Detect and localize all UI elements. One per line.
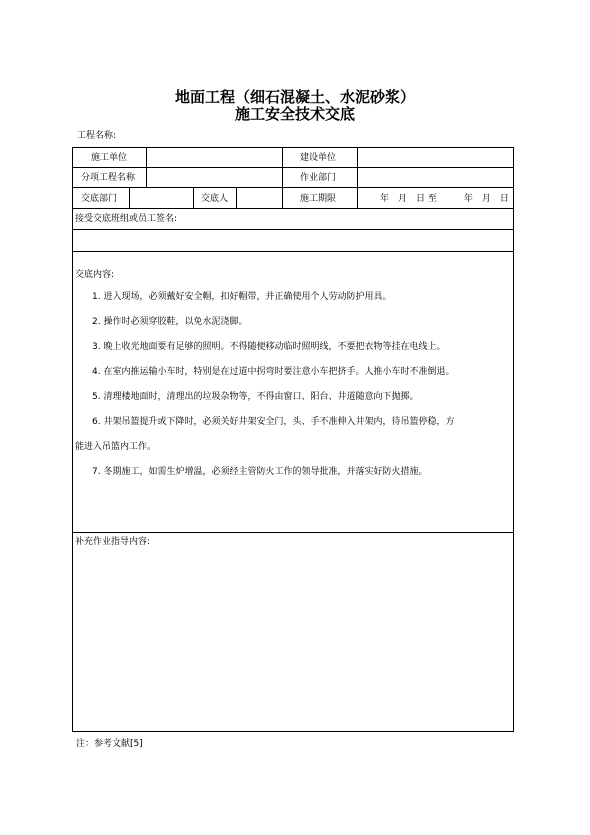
content-item-continuation: 能进入吊篮内工作。	[75, 442, 157, 452]
document-subtitle: 施工安全技术交底	[234, 105, 355, 123]
content-item: 7. 冬期施工，如需生炉增温，必须经主管防火工作的领导批准，并落实好防火措施。	[92, 467, 428, 477]
owner-unit-label: 建设单位	[300, 153, 337, 163]
content-item: 3. 晚上收光地面要有足够的照明。不得随便移动临时照明线，不要把衣物等挂在电线上。	[92, 342, 446, 352]
construction-unit-label: 施工单位	[91, 153, 128, 163]
column-divider	[236, 187, 237, 208]
content-item: 6. 井架吊篮提升或下降时，必须关好井架安全门，头、手不准伸入井架内，待吊篮停稳，方	[92, 417, 455, 427]
briefer-label: 交底人	[201, 194, 229, 204]
supplement-field[interactable]	[75, 552, 507, 722]
recipients-signature-field[interactable]	[75, 234, 505, 248]
row-divider	[73, 251, 513, 252]
content-item: 5. 清理楼地面时，清理出的垃圾杂物等，不得由窗口、阳台、井道随意向下抛掷。	[92, 392, 419, 402]
period-field[interactable]: 年 月 日 至 年 月 日	[380, 194, 509, 204]
briefing-department-label: 交底部门	[81, 194, 118, 204]
column-divider	[146, 148, 147, 187]
content-item: 4. 在室内推运输小车时，特别是在过道中拐弯时要注意小车把挤手。人推小车时不准倒退。	[92, 367, 455, 377]
document-title: 地面工程（细石混凝土、水泥砂浆）	[174, 88, 415, 106]
content-item: 1. 进入现场，必须戴好安全帽，扣好帽带，并正确使用个人劳动防护用具。	[92, 292, 392, 302]
row-divider	[73, 208, 513, 209]
project-name-label: 工程名称:	[77, 131, 117, 141]
column-divider	[129, 187, 130, 208]
column-divider	[282, 148, 283, 208]
footnote: 注：参考文献[5]	[76, 739, 143, 749]
column-divider	[357, 148, 358, 208]
work-department-label: 作业部门	[300, 173, 337, 183]
row-divider	[73, 167, 513, 168]
row-divider	[73, 229, 513, 230]
recipients-label: 接受交底班组或员工签名:	[75, 214, 178, 224]
supplement-label: 补充作业指导内容:	[75, 537, 151, 547]
column-divider	[193, 187, 194, 208]
safety-briefing-form	[72, 147, 514, 732]
content-item: 2. 操作时必须穿胶鞋，以免水泥浇脚。	[92, 317, 248, 327]
period-label: 施工期限	[300, 194, 337, 204]
row-divider	[73, 532, 513, 533]
row-divider	[73, 187, 513, 188]
subproject-label: 分项工程名称	[81, 173, 136, 183]
content-label: 交底内容:	[75, 270, 115, 280]
